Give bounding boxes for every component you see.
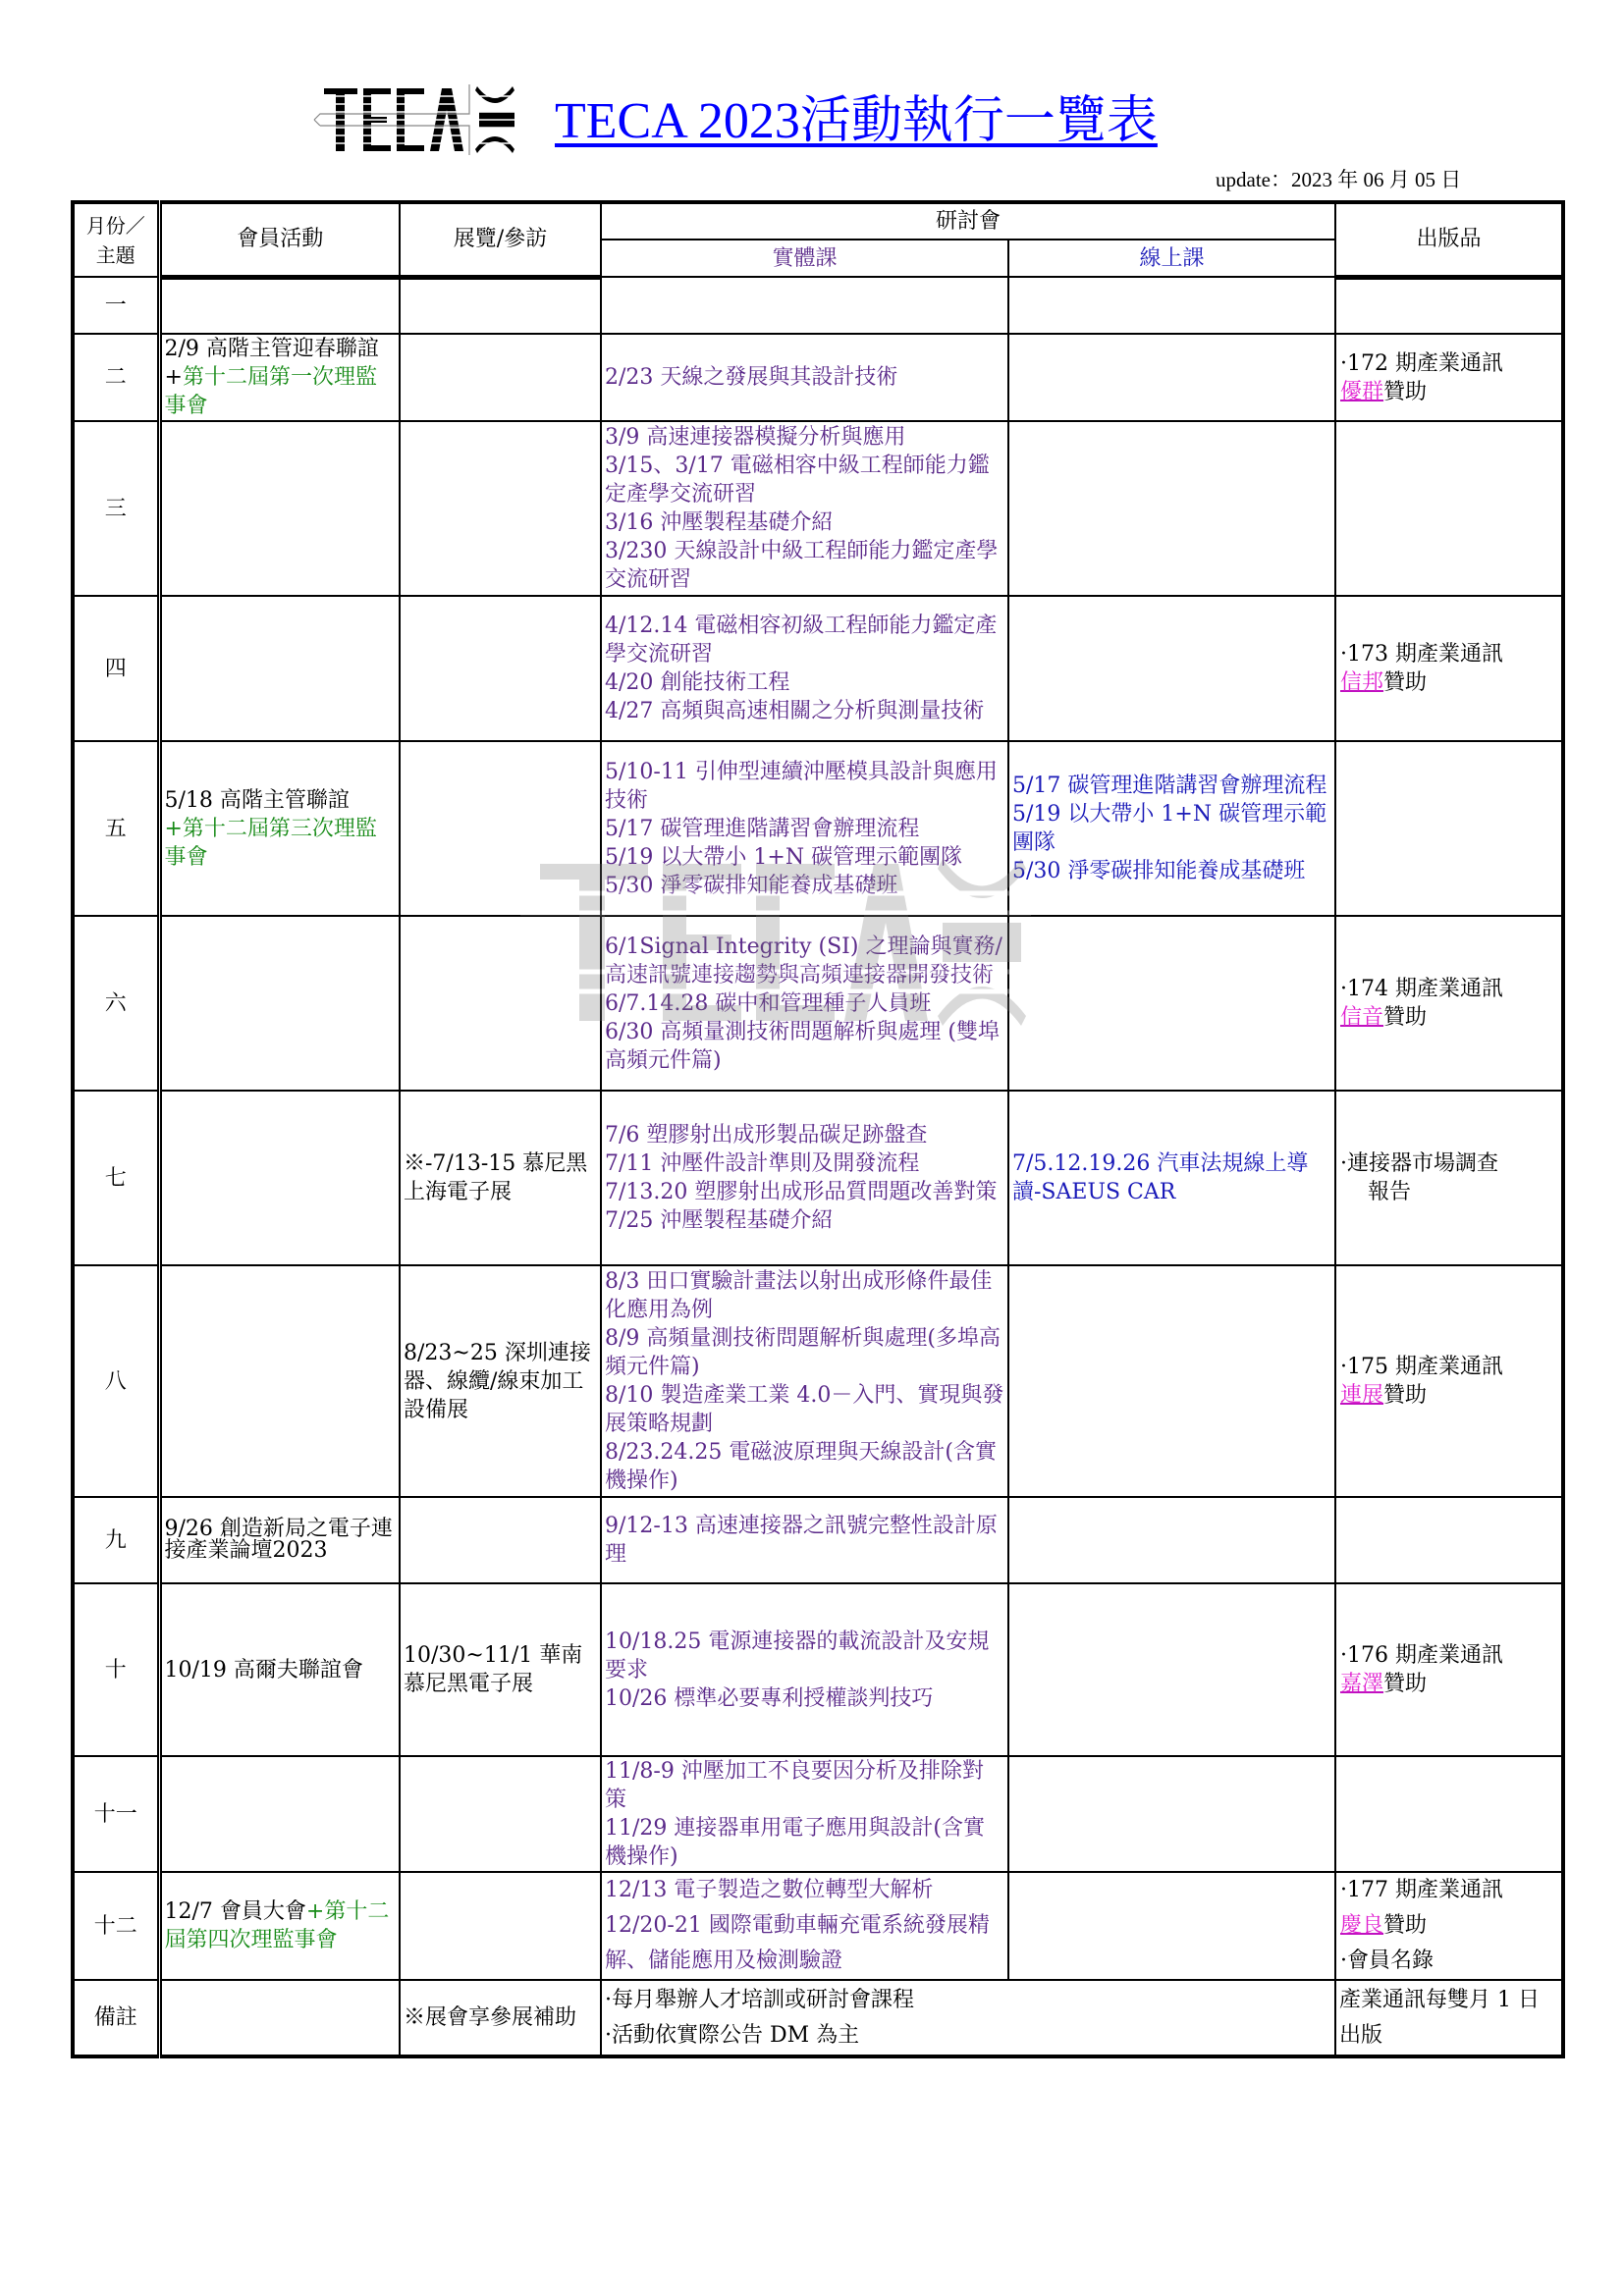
member-activity-cell (159, 277, 400, 334)
table-row (73, 334, 1563, 421)
course-item: 6/7.14.28 碳中和管理種子人員班 (605, 990, 932, 1016)
course-item: 10/26 標準必要專利授權談判技巧 (605, 1685, 934, 1711)
table-row (73, 277, 1563, 334)
member-activity-cell (159, 596, 400, 741)
month-cell: 五 (73, 741, 159, 916)
course-item: 7/11 沖壓件設計準則及開發流程 (605, 1151, 920, 1176)
publication-cell: ·176 期產業通訊 嘉澤贊助 (1335, 1583, 1563, 1756)
course-item: 5/19 以大帶小 1+N 碳管理示範團隊 (1012, 802, 1327, 855)
header-exhibitions: 展覽/參訪 (400, 202, 601, 277)
exhibition-cell (400, 1872, 601, 1980)
notes-seminar-cell: ·每月舉辦人才培訓或研討會課程 ·活動依實際公告 DM 為主 (601, 1980, 1335, 2056)
notes-label: 備註 (73, 1980, 159, 2056)
course-item: 3/16 沖壓製程基礎介紹 (605, 510, 834, 535)
online-cell (1008, 277, 1335, 334)
header-online: 線上課 (1008, 240, 1335, 277)
course-item: 5/30 淨零碳排知能養成基礎班 (605, 873, 898, 898)
online-cell (1008, 916, 1335, 1091)
online-cell (1008, 421, 1335, 596)
publication-cell (1335, 1497, 1563, 1583)
course-item: 9/12-13 高速連接器之訊號完整性設計原理 (605, 1514, 998, 1567)
table-row (73, 421, 1563, 596)
exhibition-cell (400, 741, 601, 916)
teca-logo-icon (312, 80, 518, 159)
notes-publication-cell: 產業通訊每雙月 1 日出版 (1335, 1980, 1563, 2056)
course-item: 12/20-21 國際電動車輛充電系統發展精解、儲能應用及檢測驗證 (605, 1913, 990, 1973)
publication-cell: ·174 期產業通訊 信音贊助 (1335, 916, 1563, 1091)
course-item: 10/18.25 電源連接器的載流設計及安規要求 (605, 1629, 990, 1682)
in-person-cell (601, 916, 1008, 1091)
in-person-cell (601, 1091, 1008, 1265)
table-row (73, 1583, 1563, 1756)
course-item: 3/15、3/17 電磁相容中級工程師能力鑑定產學交流研習 (605, 454, 990, 507)
header-seminars: 研討會 (601, 202, 1335, 240)
course-item: 8/23.24.25 電磁波原理與天線設計(含實機操作) (605, 1440, 997, 1493)
page-title: TECA 2023活動執行一覽表 (555, 93, 1158, 149)
table-row (73, 741, 1563, 916)
online-cell (1008, 1583, 1335, 1756)
member-activity-cell: 5/18 高階主管聯誼 +第十二屆第三次理監事會 (159, 741, 400, 916)
course-item: 5/17 碳管理進階講習會辦理流程 (1012, 774, 1327, 798)
notes-member-cell (159, 1980, 400, 2056)
table-row (73, 596, 1563, 741)
course-item: 7/13.20 塑膠射出成形品質問題改善對策 (605, 1180, 998, 1204)
table-row (73, 1756, 1563, 1872)
online-cell (1008, 1872, 1335, 1980)
in-person-cell (601, 421, 1008, 596)
publication-cell: ·177 期產業通訊 慶良贊助 ·會員名錄 (1335, 1872, 1563, 1980)
exhibition-cell: ※-7/13-15 慕尼黑上海電子展 (400, 1091, 601, 1265)
publication-cell: ·172 期產業通訊 優群贊助 (1335, 334, 1563, 421)
online-cell (1008, 1091, 1335, 1265)
online-cell (1008, 1756, 1335, 1872)
in-person-cell (601, 1497, 1008, 1583)
activity-schedule-table (71, 200, 1565, 2058)
online-cell (1008, 741, 1335, 916)
sponsor-link[interactable]: 信音 (1340, 1005, 1384, 1030)
table-row (73, 1497, 1563, 1583)
month-cell: 九 (73, 1497, 159, 1583)
header-in-person: 實體課 (601, 240, 1008, 277)
publication-cell (1335, 741, 1563, 916)
document-header (0, 0, 1624, 196)
in-person-cell (601, 596, 1008, 741)
in-person-cell (601, 1583, 1008, 1756)
publication-cell: ·173 期產業通訊 信邦贊助 (1335, 596, 1563, 741)
exhibition-cell (400, 1497, 601, 1583)
table-row (73, 1091, 1563, 1265)
member-activity-cell: 2/9 高階主管迎春聯誼+第十二屆第一次理監事會 (159, 334, 400, 421)
course-item: 8/10 製造產業工業 4.0－入門、實現與發展策略規劃 (605, 1383, 1004, 1436)
exhibition-cell: 10/30~11/1 華南慕尼黑電子展 (400, 1583, 601, 1756)
member-activity-cell (159, 1265, 400, 1497)
month-cell: 一 (73, 277, 159, 334)
course-item: 6/1Signal Integrity (SI) 之理論與實務/高速訊號連接趨勢與高頻連接器開發技術 (605, 934, 1002, 988)
header-publications: 出版品 (1335, 202, 1563, 277)
notes-row (73, 1980, 1563, 2056)
course-item: 3/9 高速連接器模擬分析與應用 (605, 425, 906, 450)
course-item: 4/20 創能技術工程 (605, 670, 790, 695)
exhibition-cell (400, 421, 601, 596)
member-activity-cell: 10/19 高爾夫聯誼會 (159, 1583, 400, 1756)
course-item: 5/10-11 引伸型連續沖壓模具設計與應用技術 (605, 759, 998, 813)
header-month: 月份／主題 (73, 202, 159, 277)
course-item: 5/19 以大帶小 1+N 碳管理示範團隊 (605, 844, 963, 870)
publication-cell (1335, 421, 1563, 596)
course-item: 7/25 沖壓製程基礎介紹 (605, 1208, 834, 1233)
course-item: 4/12.14 電磁相容初級工程師能力鑑定產學交流研習 (605, 614, 998, 667)
course-item: 6/30 高頻量測技術問題解析與處理 (雙埠高頻元件篇) (605, 1019, 1000, 1073)
month-cell: 四 (73, 596, 159, 741)
exhibition-cell: 8/23~25 深圳連接器、線纜/線束加工設備展 (400, 1265, 601, 1497)
member-activity-cell (159, 916, 400, 1091)
in-person-cell (601, 334, 1008, 421)
notes-exhibition-cell: ※展會享參展補助 (400, 1980, 601, 2056)
in-person-cell (601, 1265, 1008, 1497)
in-person-cell (601, 277, 1008, 334)
course-item: 3/230 天線設計中級工程師能力鑑定產學交流研習 (605, 539, 999, 592)
exhibition-cell (400, 1756, 601, 1872)
header-row (73, 202, 1563, 240)
in-person-cell (601, 741, 1008, 916)
course-item: 2/23 天線之發展與其設計技術 (605, 365, 898, 390)
exhibition-cell (400, 334, 601, 421)
course-item: 5/17 碳管理進階講習會辦理流程 (605, 816, 920, 841)
online-cell (1008, 1265, 1335, 1497)
member-activity-cell (159, 421, 400, 596)
table-row (73, 1265, 1563, 1497)
update-date: update：2023 年 06 月 05 日 (1216, 168, 1462, 191)
course-item: 7/5.12.19.26 汽車法規線上導讀-SAEUS CAR (1012, 1151, 1309, 1204)
publication-cell: ·連接器市場調查 報告 (1335, 1091, 1563, 1265)
sponsor-link[interactable]: 慶良 (1340, 1913, 1384, 1938)
in-person-cell (601, 1756, 1008, 1872)
month-cell: 六 (73, 916, 159, 1091)
header-member-activities: 會員活動 (159, 202, 400, 277)
table-row (73, 1872, 1563, 1980)
course-item: 7/6 塑膠射出成形製品碳足跡盤查 (605, 1123, 928, 1148)
exhibition-cell (400, 916, 601, 1091)
course-item: 11/8-9 沖壓加工不良要因分析及排除對策 (605, 1759, 984, 1812)
publication-cell (1335, 1756, 1563, 1872)
course-item: 8/9 高頻量測技術問題解析與處理(多埠高頻元件篇) (605, 1326, 1001, 1379)
online-cell (1008, 334, 1335, 421)
publication-cell (1335, 277, 1563, 334)
member-activity-cell (159, 1091, 400, 1265)
sponsor-link[interactable]: 優群 (1340, 379, 1384, 404)
course-item: 12/13 電子製造之數位轉型大解析 (605, 1878, 934, 1902)
sponsor-link[interactable]: 信邦 (1340, 670, 1384, 695)
publication-cell: ·175 期產業通訊 連展贊助 (1335, 1265, 1563, 1497)
course-item: 5/30 淨零碳排知能養成基礎班 (1012, 859, 1306, 883)
exhibition-cell (400, 596, 601, 741)
month-cell: 十一 (73, 1756, 159, 1872)
member-activity-cell (159, 1756, 400, 1872)
course-item: 4/27 高頻與高速相關之分析與測量技術 (605, 699, 985, 723)
month-cell: 八 (73, 1265, 159, 1497)
course-item: 8/3 田口實驗計畫法以射出成形條件最佳化應用為例 (605, 1269, 993, 1322)
member-activity-cell: 12/7 會員大會+第十二屆第四次理監事會 (159, 1872, 400, 1980)
month-cell: 二 (73, 334, 159, 421)
sponsor-link[interactable]: 連展 (1340, 1383, 1384, 1408)
exhibition-cell (400, 277, 601, 334)
month-cell: 十 (73, 1583, 159, 1756)
table-row (73, 916, 1563, 1091)
sponsor-link[interactable]: 嘉澤 (1340, 1672, 1384, 1696)
online-cell (1008, 596, 1335, 741)
course-item: 11/29 連接器車用電子應用與設計(含實機操作) (605, 1816, 985, 1869)
month-cell: 十二 (73, 1872, 159, 1980)
member-activity-cell: 9/26 創造新局之電子連接產業論壇2023 (159, 1497, 400, 1583)
month-cell: 七 (73, 1091, 159, 1265)
online-cell (1008, 1497, 1335, 1583)
in-person-cell (601, 1872, 1008, 1980)
month-cell: 三 (73, 421, 159, 596)
